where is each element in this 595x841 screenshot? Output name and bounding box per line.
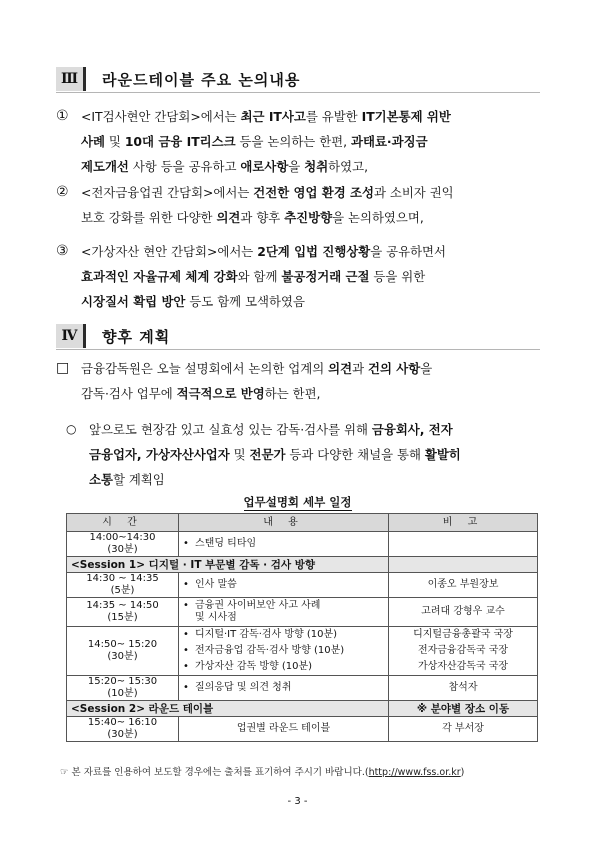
discussion-item	[56, 180, 544, 230]
session-title: <Session 1> 디지털 · IT 부문별 감독 · 검사 방향	[67, 557, 389, 573]
note-cell: 디지털금융총괄국 국장 전자금융감독국 국장 가상자산감독국 국장	[389, 627, 538, 676]
section-4-title: 향후 계획	[102, 327, 171, 346]
content-cell: • 인사 말씀	[179, 573, 389, 598]
header-content: 내 용	[179, 514, 389, 532]
time-cell: 14:00~14:30 (30분)	[67, 532, 179, 557]
section-4-rule	[56, 349, 540, 350]
note-cell: 고려대 강형우 교수	[389, 598, 538, 627]
session-note: ※ 분야별 장소 이동	[389, 701, 538, 717]
session-note	[389, 557, 538, 573]
content-cell: • 금융권 사이버보안 사고 사례 및 시사점	[179, 598, 389, 627]
note-cell: 참석자	[389, 676, 538, 701]
item-number-marker: ③	[56, 243, 69, 259]
page-number: - 3 -	[287, 796, 308, 807]
time-cell: 14:30 ~ 14:35 (5분)	[67, 573, 179, 598]
content-cell: 업권별 라운드 테이블	[179, 717, 389, 742]
text-line: 보호 강화를 위한 다양한 의견과 향후 추진방향을 논의하였으며,	[81, 210, 424, 225]
header-note: 비 고	[389, 514, 538, 532]
schedule-row	[67, 627, 538, 676]
time-cell: 14:50~ 15:20 (30분)	[67, 627, 179, 676]
discussion-item	[56, 104, 544, 179]
item-number-marker: ②	[56, 184, 69, 200]
section-4-heading	[56, 323, 170, 349]
time-cell: 15:20~ 15:30 (10분)	[67, 676, 179, 701]
time-cell: 14:35 ~ 14:50 (15분)	[67, 598, 179, 627]
text-line: <가상자산 현안 간담회>에서는 2단계 입법 진행상황을 공유하면서	[81, 244, 446, 259]
future-plan-paragraph	[56, 356, 544, 406]
item-number-marker: ①	[56, 108, 69, 124]
text-line: <IT검사현안 간담회>에서는 최근 IT사고를 유발한 IT기본통제 위반	[81, 109, 451, 124]
header-time: 시 간	[67, 514, 179, 532]
square-bullet: □	[56, 360, 70, 376]
time-cell: 15:40~ 16:10 (30분)	[67, 717, 179, 742]
note-cell	[389, 532, 538, 557]
text-line: 사례 및 10대 금융 IT리스크 등을 논의하는 한편, 과태료·과징금	[81, 134, 428, 149]
schedule-row	[67, 532, 538, 557]
schedule-row	[67, 676, 538, 701]
schedule-row	[67, 598, 538, 627]
schedule-table	[66, 513, 538, 742]
fss-link[interactable]: http://www.fss.or.kr	[368, 767, 461, 778]
content-cell: • 스탠딩 티타임	[179, 532, 389, 557]
schedule-row	[67, 717, 538, 742]
note-cell: 이종오 부원장보	[389, 573, 538, 598]
text-line: 시장질서 확립 방안 등도 함께 모색하였음	[81, 294, 305, 309]
text-line: 소통할 계획임	[89, 472, 165, 487]
section-3-title: 라운드테이블 주요 논의내용	[102, 70, 301, 89]
circle-bullet: ○	[66, 422, 77, 436]
citation-footnote: ☞ 본 자료를 인용하여 보도할 경우에는 출처를 표기하여 주시기 바랍니다.(http://www.fss.or.kr)	[60, 767, 465, 778]
text-line: 앞으로도 현장감 있고 실효성 있는 감독·검사를 위해 금융회사, 전자	[89, 422, 453, 437]
section-3-heading	[56, 66, 300, 92]
session-row	[67, 701, 538, 717]
note-cell: 각 부서장	[389, 717, 538, 742]
section-3-rule	[56, 92, 540, 93]
text-line: 효과적인 자율규제 체계 강화와 함께 불공정거래 근절 등을 위한	[81, 269, 426, 284]
discussion-item	[56, 239, 544, 314]
section-4-number: Ⅳ	[56, 324, 86, 348]
schedule-table-title: 업무설명회 세부 일정	[243, 495, 352, 509]
section-3-number: Ⅲ	[56, 67, 86, 91]
session-title: <Session 2> 라운드 테이블	[67, 701, 389, 717]
text-line: 금융감독원은 오늘 설명회에서 논의한 업계의 의견과 건의 사항을	[81, 361, 433, 376]
text-line: 금융업자, 가상자산사업자 및 전문가 등과 다양한 채널을 통해 활발히	[89, 447, 461, 462]
text-line: 제도개선 사항 등을 공유하고 애로사항을 청취하였고,	[81, 159, 369, 174]
schedule-row	[67, 573, 538, 598]
session-row	[67, 557, 538, 573]
text-line: 감독·검사 업무에 적극적으로 반영하는 한편,	[81, 386, 321, 401]
future-plan-sub-paragraph	[56, 417, 544, 492]
text-line: <전자금융업권 간담회>에서는 건전한 영업 환경 조성과 소비자 권익	[81, 185, 454, 200]
content-cell: • 디지털·IT 감독·검사 방향 (10분) • 전자금융업 감독·검사 방향 (10분) • 가상자산 감독 방향 (10분)	[179, 627, 389, 676]
content-cell: • 질의응답 및 의견 청취	[179, 676, 389, 701]
